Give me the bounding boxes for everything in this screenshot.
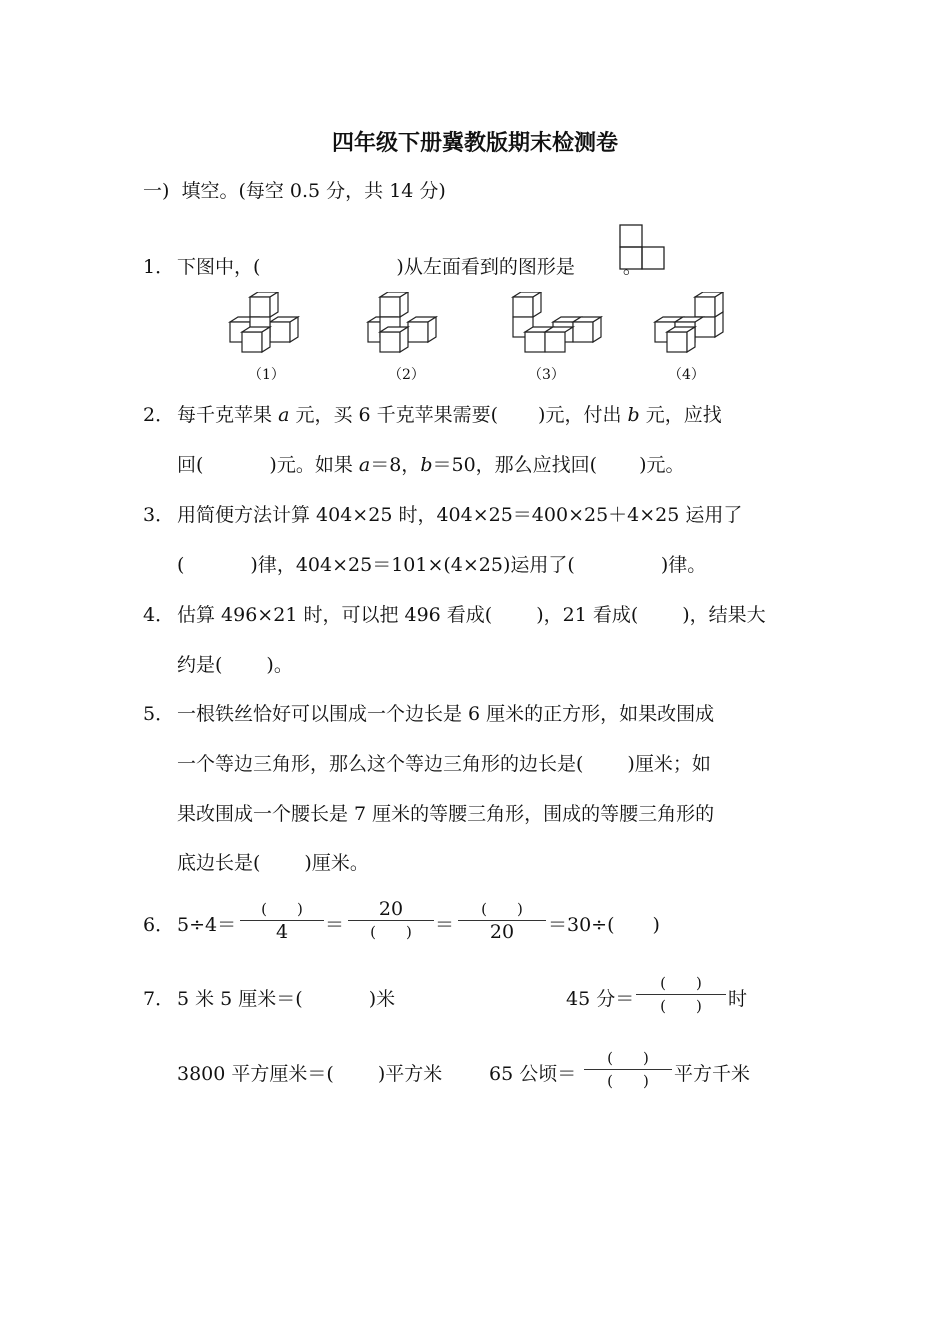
question-text: ＝8， bbox=[370, 454, 421, 476]
variable-b: b bbox=[420, 454, 433, 476]
fraction-area-denominator[interactable]: ( ) bbox=[607, 1072, 649, 1090]
question-text: 估算 496×21 时，可以把 496 看成( bbox=[177, 604, 493, 626]
question-5-line-4 bbox=[177, 850, 369, 876]
section-number: 一) bbox=[143, 180, 170, 202]
question-5 bbox=[143, 701, 714, 727]
variable-b: b bbox=[627, 404, 640, 426]
question-text: 元，应找 bbox=[645, 404, 722, 426]
question-text: 每千克苹果 bbox=[177, 404, 273, 426]
question-3-line-2 bbox=[177, 552, 706, 578]
fraction-1 bbox=[240, 898, 324, 943]
question-text: 5 米 5 厘米＝( bbox=[177, 988, 303, 1010]
question-text: )律，404×25＝101×(4×25)运用了( bbox=[250, 554, 575, 576]
question-text: )从左面看到的图形是 bbox=[396, 256, 575, 278]
question-text: ＝50，那么应找回( bbox=[432, 454, 598, 476]
left-view-figure bbox=[619, 224, 665, 272]
unit-label: 时 bbox=[728, 988, 748, 1010]
question-text: )元。 bbox=[639, 454, 685, 476]
fraction-2 bbox=[348, 898, 434, 943]
fraction-3 bbox=[458, 898, 546, 943]
question-text: )。 bbox=[266, 654, 293, 676]
question-text: 3800 平方厘米＝( bbox=[177, 1063, 334, 1085]
question-7-c bbox=[177, 1061, 442, 1087]
question-text: 一根铁丝恰好可以围成一个边长是 6 厘米的正方形，如果改围成 bbox=[177, 703, 715, 725]
fraction-hours-numerator[interactable]: ( ) bbox=[660, 974, 702, 992]
question-text: )，结果大 bbox=[682, 604, 766, 626]
fraction-2-denominator[interactable]: ( ) bbox=[370, 923, 412, 941]
question-text: 底边长是( bbox=[177, 852, 261, 874]
question-2-line-2 bbox=[177, 452, 685, 478]
fraction-hours-denominator[interactable]: ( ) bbox=[660, 997, 702, 1015]
question-text: 。 bbox=[622, 256, 642, 278]
cube-figure-2 bbox=[368, 292, 436, 352]
question-text: ( bbox=[177, 554, 185, 576]
variable-a: a bbox=[358, 454, 371, 476]
question-7-d: 65 公顷＝ bbox=[489, 1063, 577, 1085]
fraction-area-numerator[interactable]: ( ) bbox=[607, 1049, 649, 1067]
question-number: 2． bbox=[143, 404, 175, 426]
question-text: )平方米 bbox=[377, 1063, 443, 1085]
question-text: 约是( bbox=[177, 654, 223, 676]
fraction-area bbox=[584, 1047, 672, 1092]
equals-sign: ＝ bbox=[435, 914, 455, 936]
question-text: 5÷4＝ bbox=[177, 914, 237, 936]
question-number: 5． bbox=[143, 703, 175, 725]
figure-caption-2: （2） bbox=[388, 367, 425, 383]
page-title: 四年级下册冀教版期末检测卷 bbox=[331, 131, 618, 156]
question-text: )米 bbox=[368, 988, 396, 1010]
question-3 bbox=[143, 502, 742, 528]
question-7 bbox=[143, 986, 395, 1012]
question-text: 用简便方法计算 404×25 时，404×25＝400×25＋4×25 运用了 bbox=[177, 504, 743, 526]
question-5-line-3: 果改围成一个腰长是 7 厘米的等腰三角形，围成的等腰三角形的 bbox=[177, 803, 715, 825]
question-text: )律。 bbox=[660, 554, 707, 576]
variable-a: a bbox=[278, 404, 290, 426]
question-6 bbox=[143, 912, 236, 938]
fraction-1-denominator: 4 bbox=[275, 921, 289, 943]
fraction-3-numerator[interactable]: ( ) bbox=[481, 900, 523, 918]
question-4 bbox=[143, 602, 766, 628]
cube-figures bbox=[220, 292, 730, 362]
question-text: 下图中，( bbox=[177, 256, 261, 278]
question-7-b: 45 分＝ bbox=[566, 988, 635, 1010]
question-5-line-2 bbox=[177, 751, 711, 777]
question-6-end: ＝30÷( ) bbox=[548, 914, 660, 936]
question-text: )厘米；如 bbox=[627, 753, 711, 775]
fraction-3-denominator: 20 bbox=[489, 921, 515, 943]
cube-figure-1 bbox=[230, 292, 298, 352]
question-text: )元，付出 bbox=[538, 404, 622, 426]
question-number: 1． bbox=[143, 256, 175, 278]
section-instructions: 填空。(每空 0.5 分，共 14 分) bbox=[181, 180, 446, 202]
equals-sign: ＝ bbox=[325, 914, 345, 936]
fraction-hours bbox=[636, 972, 726, 1017]
unit-label: 平方千米 bbox=[674, 1063, 751, 1085]
question-text: )，21 看成( bbox=[536, 604, 639, 626]
question-1 bbox=[143, 254, 642, 280]
question-text: )元。如果 bbox=[269, 454, 353, 476]
fraction-1-numerator[interactable]: ( ) bbox=[261, 900, 303, 918]
question-number: 7． bbox=[143, 988, 175, 1010]
question-4-line-2 bbox=[177, 652, 293, 678]
figure-caption-3: （3） bbox=[528, 367, 565, 383]
figure-caption-4: （4） bbox=[668, 367, 705, 383]
fraction-2-numerator: 20 bbox=[378, 898, 404, 920]
question-number: 3． bbox=[143, 504, 175, 526]
question-text: 元，买 6 千克苹果需要( bbox=[295, 404, 499, 426]
question-2 bbox=[143, 402, 722, 428]
figure-caption-1: （1） bbox=[248, 367, 285, 383]
section-heading bbox=[143, 178, 446, 204]
question-text: 一个等边三角形，那么这个等边三角形的边长是( bbox=[177, 753, 584, 775]
cube-figure-3 bbox=[513, 292, 601, 352]
question-text: )厘米。 bbox=[304, 852, 369, 874]
cube-figure-4 bbox=[655, 292, 723, 352]
question-number: 6． bbox=[143, 914, 175, 936]
question-text: 回( bbox=[177, 454, 204, 476]
question-number: 4． bbox=[143, 604, 175, 626]
